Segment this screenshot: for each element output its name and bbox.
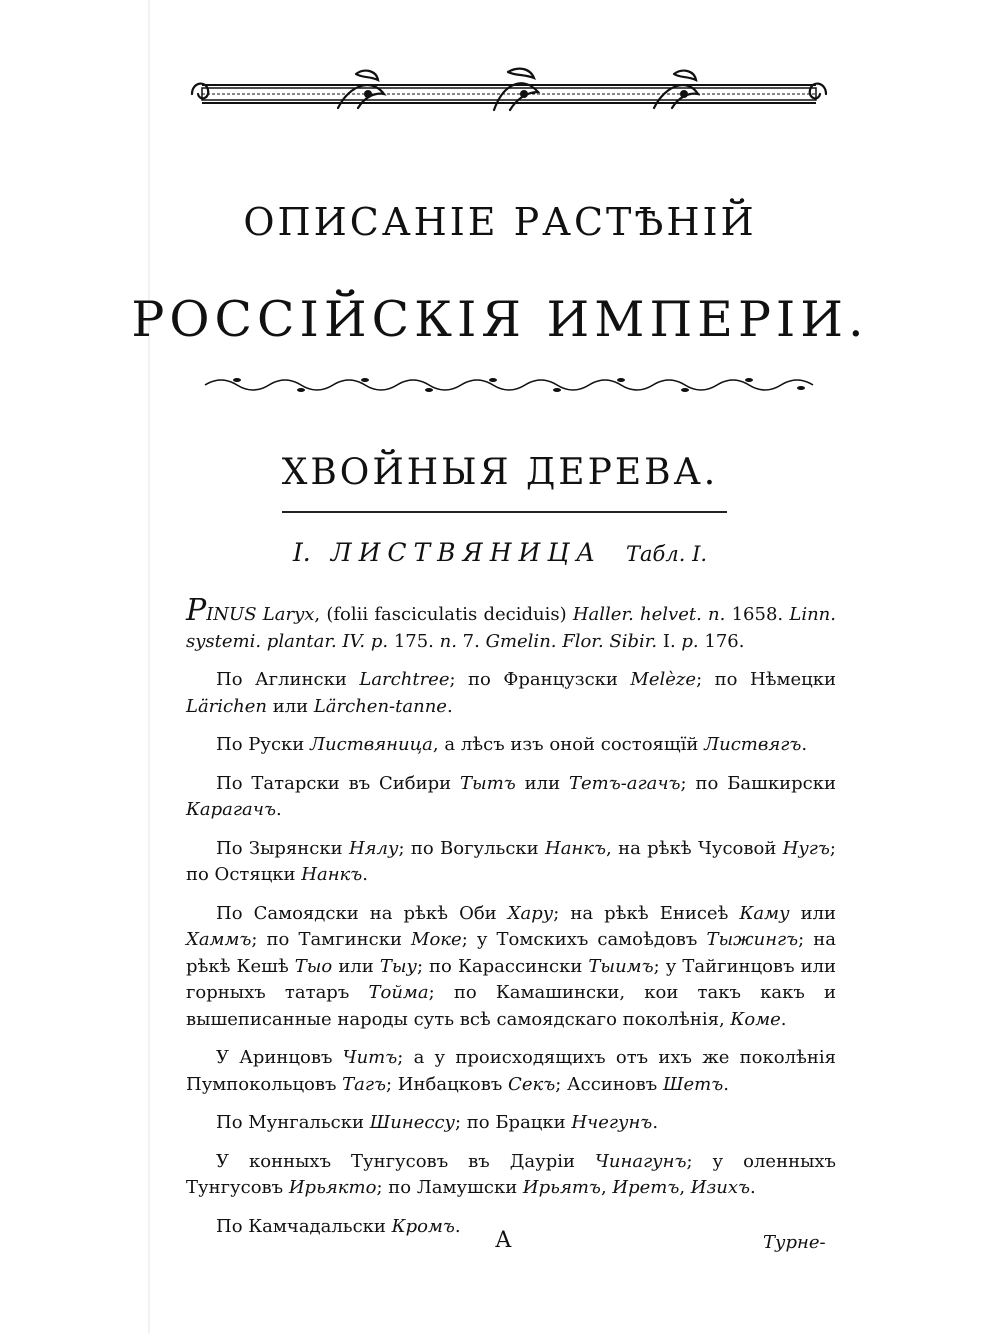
italic-term: Тагъ [342, 1073, 387, 1095]
italic-term: Lärichen [186, 695, 267, 717]
text-run: 1658. [725, 604, 790, 625]
chapter-name: ЛИСТВЯНИЦА [330, 538, 603, 567]
italic-term: Тыимъ [588, 955, 654, 977]
text-run: ; у Томскихъ самоѣдовъ [461, 929, 707, 950]
text-run: ; по Камашински, кои такъ какъ и вышеписанные народы суть всѣ самоядскаго поколѣнія, [186, 982, 837, 1030]
text-run: По Аглински [216, 669, 360, 690]
paragraph [186, 593, 836, 655]
italic-term: Нялу [348, 837, 399, 859]
text-run: По Татарски въ Сибири [216, 772, 461, 794]
paragraph [186, 1045, 836, 1098]
text-run: . [750, 1177, 756, 1198]
italic-term: Нугъ [782, 837, 830, 859]
text-run: 175. [388, 630, 440, 652]
italic-term: p. [681, 630, 699, 652]
italic-term: Ирьякто [288, 1177, 377, 1198]
text-run: У конныхъ Тунгусовъ въ Дауріи [216, 1150, 595, 1172]
text-run: ; Ассиновъ [555, 1073, 663, 1095]
text-run: 176. [698, 630, 745, 652]
italic-term: Тыу [379, 955, 417, 977]
text-run: , (folii fasciculatis deciduis) [314, 604, 573, 625]
section-title: ХВОЙНЫЯ ДЕРЕВА. [281, 452, 719, 493]
text-run: ; на рѣкѣ Енисеѣ [553, 902, 740, 924]
vine-divider [201, 370, 816, 400]
text-run: ; по Брацки [454, 1112, 572, 1133]
text-run: ; по Карассински [416, 955, 589, 977]
ornamental-headpiece [188, 64, 830, 122]
italic-term: Изихъ [690, 1177, 751, 1198]
italic-term: Lärchen-tanne [313, 695, 447, 717]
italic-term: Кромъ [391, 1215, 455, 1237]
text-run: ; а у происходящихъ отъ ихъ же поколѣнія Пумпокольцовъ [186, 1047, 836, 1095]
text-run: По Самоядски на рѣкѣ Оби [216, 902, 508, 924]
text-run: По Руски [216, 734, 311, 755]
italic-term: Иретъ [612, 1177, 680, 1198]
text-run: ; по Вогульски [398, 837, 545, 859]
signature-mark: А [495, 1228, 512, 1253]
text-run: ; по Французски [449, 669, 631, 690]
italic-term: Шетъ [662, 1073, 724, 1095]
chapter-number: I. [292, 538, 311, 567]
italic-term: Моке [411, 929, 462, 950]
italic-term: Нанкъ [545, 837, 607, 859]
paragraph [186, 771, 836, 824]
text-run: У Аринцовъ [216, 1047, 343, 1068]
text-run: . [454, 1215, 461, 1237]
paragraph [186, 1110, 836, 1137]
text-run: I. [657, 630, 682, 652]
title-line-1: ОПИСАНІЕ РАСТѢНІЙ [243, 200, 757, 244]
italic-term: Тыжингъ [706, 929, 799, 950]
text-run: По Камчадальски [216, 1215, 392, 1237]
text-run: , на рѣкѣ Чусовой [606, 837, 783, 859]
text-run: , [600, 1177, 613, 1198]
italic-term: Тойма [368, 982, 429, 1003]
drop-capital: P [186, 593, 207, 628]
italic-term: Карагачъ [186, 799, 276, 820]
italic-term: Linn. systemi. plantar. IV. p. [186, 604, 836, 652]
title-line-2: РОССІЙСКІЯ ИМПЕРІИ. [131, 291, 869, 348]
italic-term: Коме [730, 1008, 781, 1030]
text-run: или [515, 772, 569, 794]
text-run: . [275, 799, 282, 820]
text-run: ; на рѣкѣ Кешѣ [186, 929, 837, 977]
paragraph [186, 901, 836, 1034]
italic-term: Хаммъ [186, 929, 252, 950]
italic-term: Тетъ-агачъ [568, 772, 681, 794]
italic-term: Нчегунъ [571, 1112, 653, 1133]
text-run: . [446, 695, 453, 717]
paragraph [186, 732, 836, 759]
italic-term: Шинессу [369, 1112, 455, 1133]
text-run: . [780, 1008, 787, 1030]
italic-term: INUS [206, 604, 263, 625]
text-run: , [679, 1177, 691, 1198]
italic-term: Haller. helvet. n. [572, 604, 726, 625]
italic-term: Хару [507, 902, 554, 924]
italic-term: Ирьятъ [522, 1177, 601, 1198]
italic-term: Тыо [294, 955, 333, 977]
italic-term: Gmelin. Flor. Sibir. [485, 630, 658, 652]
text-run: ; по Остяцки [186, 837, 836, 885]
text-run: ; по Нѣмецки [696, 669, 837, 690]
text-run: . [652, 1112, 659, 1133]
italic-term: Секъ [508, 1073, 556, 1095]
text-run: ; Инбацковъ [386, 1073, 509, 1095]
catchword: Турне- [763, 1232, 826, 1253]
table-reference: Табл. I. [626, 542, 708, 566]
italic-term: n. [439, 630, 457, 652]
text-run: . [723, 1073, 729, 1095]
paragraph [186, 1149, 836, 1202]
paragraph [186, 836, 836, 889]
italic-term: Нанкъ [301, 864, 363, 885]
text-run: ; по Тамгински [251, 929, 412, 950]
text-run: или [266, 695, 314, 717]
italic-term: Тытъ [460, 772, 516, 794]
text-run: По Мунгальски [216, 1112, 370, 1133]
italic-term: Читъ [342, 1047, 398, 1068]
chapter-heading [0, 540, 1000, 565]
section-rule [282, 511, 727, 513]
italic-term: Листвягъ [704, 734, 802, 755]
text-run: ; у оленныхъ Тунгусовъ [186, 1150, 836, 1198]
italic-term: Larchtree [359, 669, 450, 690]
paragraph [186, 667, 836, 720]
text-run: По Зырянски [216, 837, 349, 859]
italic-term: Laryx [262, 604, 315, 625]
text-run: или [332, 955, 380, 977]
text-run: или [789, 902, 837, 924]
body-text [186, 593, 837, 1252]
text-run: ; у Тайгинцовъ или горныхъ татаръ [186, 955, 836, 1003]
text-run: 7. [456, 630, 486, 652]
italic-term: Чинагунъ [594, 1150, 687, 1172]
text-run: . [362, 864, 369, 885]
italic-term: Листвяница [310, 734, 433, 755]
text-run: . [801, 734, 808, 755]
text-run: , а лѣсъ изъ оной состоящїй [432, 734, 705, 755]
page-edge [148, 0, 150, 1333]
italic-term: Каму [739, 902, 790, 924]
text-run: ; по Ламушски [376, 1177, 523, 1198]
text-run: ; по Башкирски [680, 772, 836, 794]
italic-term: Melèze [630, 669, 697, 690]
